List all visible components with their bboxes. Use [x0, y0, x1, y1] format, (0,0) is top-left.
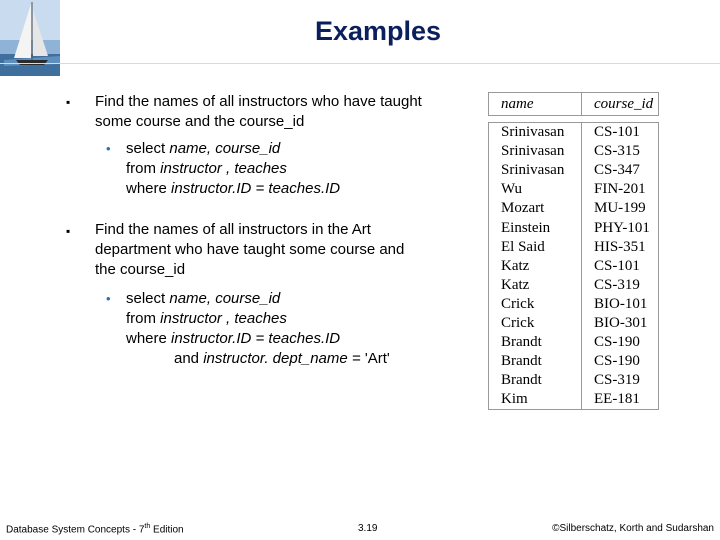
sql-keyword: 'Art'	[364, 350, 390, 367]
bullet-text-1: Find the names of all instructors who have taught some course and the course_id	[95, 93, 422, 130]
sub-bullet-icon: •	[106, 141, 111, 156]
sql-expression: instructor , teaches	[160, 310, 287, 327]
footer-page-number: 3.19	[358, 523, 378, 534]
sql-keyword: where	[126, 330, 172, 347]
sql-expression: instructor.ID = teaches.ID	[171, 330, 341, 347]
relation-header	[488, 92, 659, 116]
footer-book-suffix: Edition	[150, 524, 184, 536]
header-course-id: course_id	[582, 93, 659, 116]
sql-line	[126, 309, 456, 329]
cell-course-id: MU-199	[594, 200, 646, 217]
sub-bullet-icon: •	[106, 291, 111, 306]
relation-row	[489, 390, 660, 409]
cell-name: Mozart	[489, 199, 582, 218]
cell-name: Srinivasan	[489, 161, 582, 180]
cell-course-id: PHY-101	[594, 219, 650, 236]
cell-course-id: CS-101	[594, 257, 640, 274]
cell-name: Crick	[489, 314, 582, 333]
footer-copyright: ©Silberschatz, Korth and Sudarshan	[552, 523, 714, 534]
cell-course-id: CS-315	[594, 143, 640, 160]
bullet-icon: ▪	[66, 95, 71, 109]
cell-name: El Said	[489, 238, 582, 257]
sql-line	[126, 289, 456, 309]
cell-name: Einstein	[489, 218, 582, 237]
header-name: name	[489, 93, 582, 116]
sql-query-1	[126, 139, 456, 199]
relation-row	[489, 276, 660, 295]
cell-course-id: CS-319	[594, 276, 640, 293]
sql-line	[126, 349, 456, 369]
bullet-text-2: Find the names of all instructors in the Art department who have taught some course and the course_id	[95, 221, 405, 278]
relation-row	[489, 352, 660, 371]
sql-keyword: from	[126, 160, 161, 177]
sql-line	[126, 139, 456, 159]
relation-row	[489, 371, 660, 390]
footer-book	[6, 523, 184, 535]
footer-book-prefix: Database System Concepts - 7	[6, 524, 145, 536]
slide-title: Examples	[314, 16, 442, 46]
relation-row	[489, 295, 660, 314]
result-relation	[488, 92, 659, 410]
sql-line	[126, 159, 456, 179]
cell-course-id: CS-190	[594, 334, 640, 351]
relation-row	[489, 199, 660, 218]
relation-row	[489, 123, 660, 142]
cell-name: Brandt	[489, 371, 582, 390]
sql-expression: name, course_id	[169, 140, 281, 157]
cell-course-id: CS-319	[594, 372, 640, 389]
cell-name: Wu	[489, 180, 582, 199]
cell-name: Katz	[489, 257, 582, 276]
sql-expression: instructor.ID = teaches.ID	[171, 180, 341, 197]
sql-keyword: select	[126, 140, 170, 157]
relation-row	[489, 180, 660, 199]
relation-row	[489, 333, 660, 352]
relation-row	[489, 142, 660, 161]
sql-keyword: from	[126, 310, 161, 327]
sql-query-2	[126, 289, 456, 369]
relation-body	[489, 123, 660, 409]
sql-keyword: select	[126, 290, 170, 307]
relation-row	[489, 257, 660, 276]
cell-name: Katz	[489, 276, 582, 295]
relation-row	[489, 314, 660, 333]
sql-keyword: and	[174, 350, 204, 367]
cell-course-id: EE-181	[594, 391, 640, 408]
cell-course-id: BIO-101	[594, 295, 648, 312]
relation-row	[489, 161, 660, 180]
sql-expression: name, course_id	[169, 290, 281, 307]
sql-expression: instructor , teaches	[160, 160, 287, 177]
relation-row	[489, 218, 660, 237]
bullet-icon: ▪	[66, 224, 71, 238]
cell-course-id: CS-190	[594, 353, 640, 370]
cell-name: Srinivasan	[489, 142, 582, 161]
sql-line	[126, 329, 456, 349]
title-divider	[0, 63, 720, 64]
sql-keyword: where	[126, 180, 172, 197]
cell-course-id: HIS-351	[594, 238, 646, 255]
sql-line	[126, 179, 456, 199]
cell-course-id: FIN-201	[594, 181, 646, 198]
cell-course-id: BIO-301	[594, 314, 648, 331]
cell-course-id: CS-347	[594, 162, 640, 179]
cell-course-id: CS-101	[594, 124, 640, 141]
cell-name: Srinivasan	[489, 123, 582, 142]
cell-name: Brandt	[489, 333, 582, 352]
sql-expression: instructor. dept_name =	[203, 350, 365, 367]
footer-book-sup: th	[144, 523, 151, 530]
cell-name: Crick	[489, 295, 582, 314]
cell-name: Brandt	[489, 352, 582, 371]
relation-row	[489, 238, 660, 257]
cell-name: Kim	[489, 390, 582, 409]
